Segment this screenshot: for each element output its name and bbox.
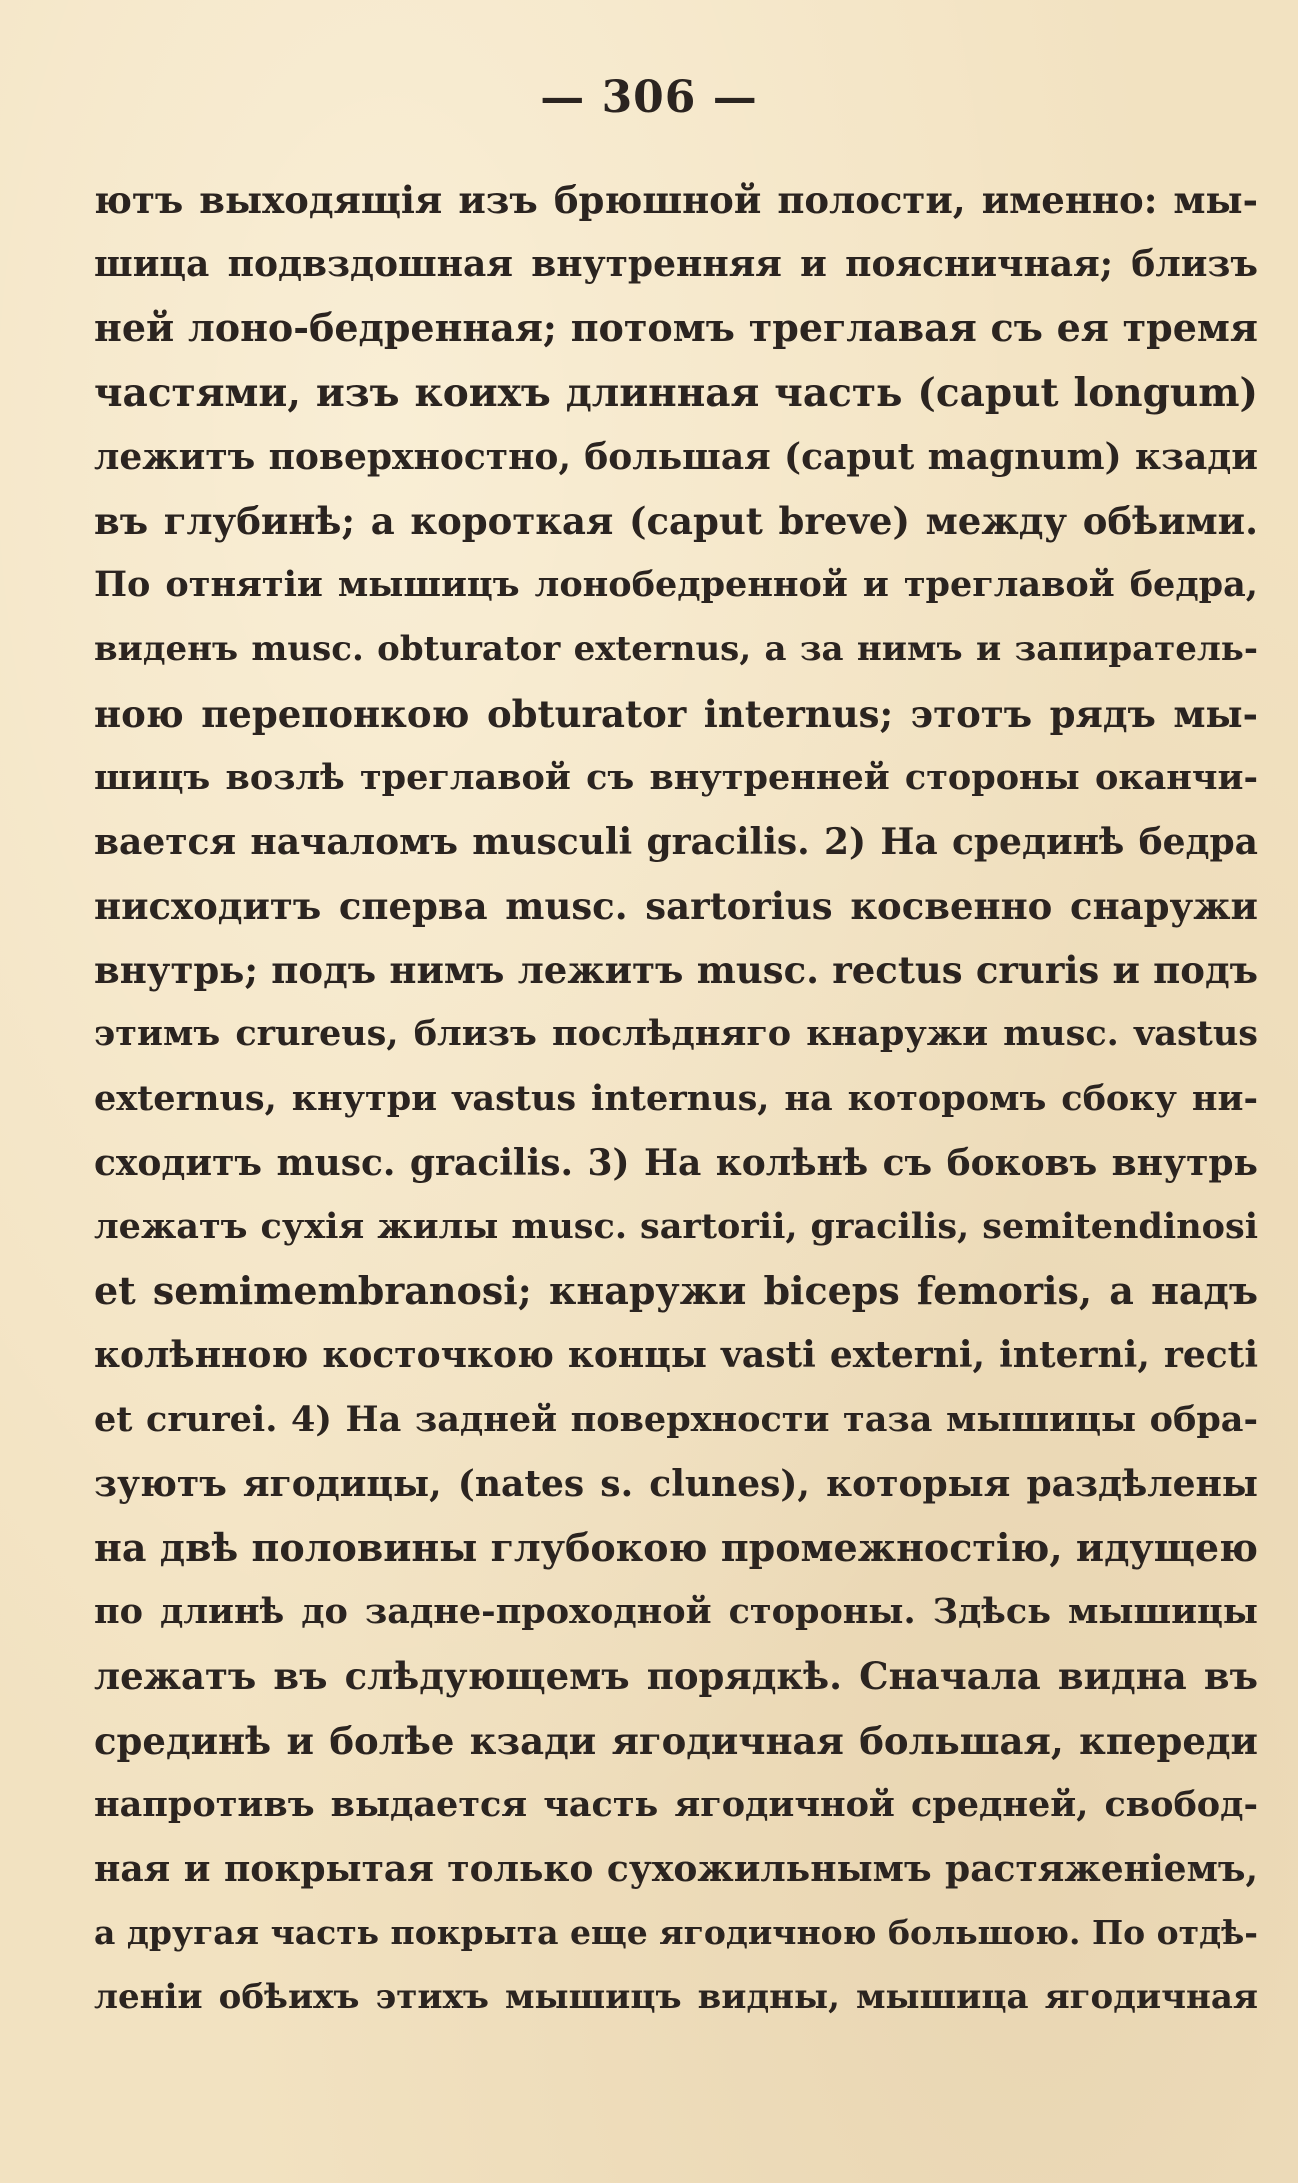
text-line: зуютъ ягодицы, (nates s. clunes), которыя раздѣлены	[94, 1462, 1258, 1505]
text-line: колѣнною косточкою концы vasti externi, interni, recti	[94, 1334, 1258, 1377]
text-line: срединѣ и болѣе кзади ягодичная большая, кпереди	[94, 1718, 1258, 1763]
text-line: шица подвздошная внутренняя и поясничная; близъ	[94, 243, 1258, 286]
text-line: въ глубинѣ; а короткая (caput breve) между обѣими.	[94, 498, 1258, 543]
text-line: лежатъ въ слѣдующемъ порядкѣ. Сначала видна въ	[94, 1654, 1258, 1699]
text-line: виденъ musc. obturator externus, а за нимъ и запиратель-	[94, 629, 1258, 670]
text-line: externus, кнутри vastus internus, на которомъ сбоку ни-	[94, 1077, 1258, 1119]
text-line: по длинѣ до задне-проходной стороны. Здѣсь мышицы	[94, 1591, 1258, 1633]
text-line: сходитъ musc. gracilis. 3) На колѣнѣ съ боковъ внутрь	[94, 1141, 1258, 1184]
text-line: леніи обѣихъ этихъ мышицъ видны, мышица ягодичная	[94, 1977, 1258, 2018]
text-line: нисходитъ сперва musc. sartorius косвенно снаружи	[94, 884, 1258, 929]
text-line: лежитъ поверхностно, большая (caput magnum) кзади	[94, 435, 1258, 478]
text-line: ная и покрытая только сухожильнымъ растяженіемъ,	[94, 1847, 1258, 1890]
text-line: этимъ crureus, близъ послѣдняго кнаружи musc. vastus	[94, 1013, 1258, 1055]
text-line: По отнятіи мышицъ лонобедренной и треглавой бедра,	[94, 564, 1258, 606]
text-line: напротивъ выдается часть ягодичной средней, свобод-	[94, 1783, 1258, 1825]
text-line: шицъ возлѣ треглавой съ внутренней стороны оканчи-	[94, 756, 1258, 798]
page-number: — 306 —	[540, 72, 758, 123]
text-line: внутрь; подъ нимъ лежитъ musc. rectus cruris и подъ	[94, 948, 1258, 993]
text-line: ней лоно-бедренная; потомъ треглавая съ ея тремя	[94, 305, 1258, 351]
text-line: на двѣ половины глубокою промежностію, идущею	[94, 1524, 1258, 1570]
text-line: et crurei. 4) На задней поверхности таза мышицы обра-	[94, 1398, 1258, 1440]
text-line: лежатъ сухія жилы musc. sartorii, gracilis, semitendinosi	[94, 1206, 1258, 1247]
text-line: et semimembranosi; кнаружи biceps femoris, а надъ	[94, 1268, 1258, 1314]
text-line: а другая часть покрыта еще ягодичною большою. По отдѣ-	[94, 1913, 1258, 1953]
text-line: вается началомъ musculi gracilis. 2) На срединѣ бедра	[94, 820, 1258, 863]
text-line: ною перепонкою obturator internus; этотъ рядъ мы-	[94, 691, 1258, 736]
text-line: частями, изъ коихъ длинная часть (caput longum)	[94, 369, 1258, 416]
text-line: ютъ выходящія изъ брюшной полости, именно: мы-	[94, 178, 1258, 222]
body-text	[94, 168, 1258, 2029]
